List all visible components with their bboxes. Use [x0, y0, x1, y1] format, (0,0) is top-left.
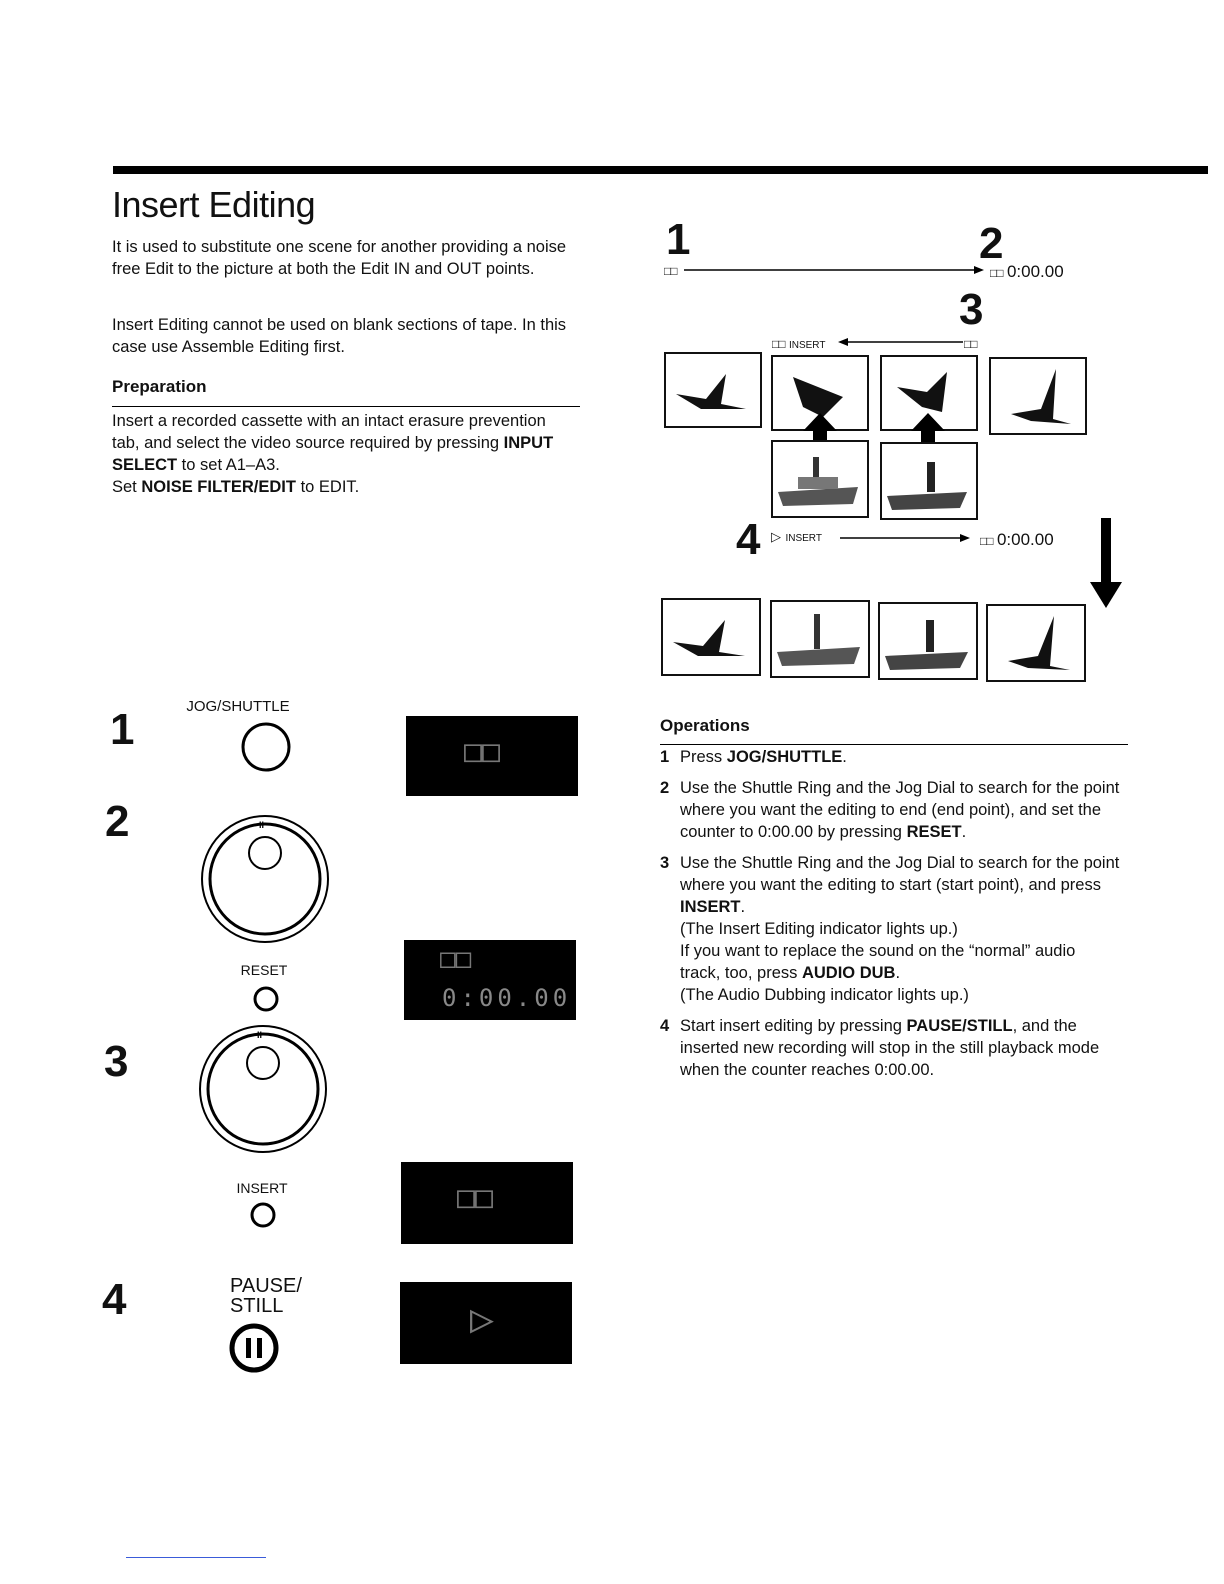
display-3: □□	[401, 1162, 573, 1244]
forward-arrow-1	[684, 264, 989, 276]
diagram-marker-start: □□	[664, 264, 677, 278]
svg-text:II: II	[257, 1030, 263, 1040]
shuttle-ring-dial[interactable]	[198, 812, 332, 946]
pause-still-label: PAUSE/ STILL	[230, 1275, 302, 1317]
operation-step-2: 2 Use the Shuttle Ring and the Jog Dial to search for the point where you want the editing to end (end point), and set the counter to 0:00.00 by pressing RESET.	[660, 779, 1120, 841]
heron-icon	[988, 606, 1084, 680]
diagram-counter-4: □□ 0:00.00	[980, 530, 1054, 549]
intro-paragraph: It is used to substitute one scene for another providing a noise free Edit to the picture at both the Edit IN and OUT points.	[112, 238, 567, 278]
ship-icon	[880, 604, 976, 678]
preparation-text: Insert a recorded cassette with an intact erasure prevention tab, and select the video source required by pressing INPUT SELECT to set A1–A3. Set NOISE FILTER/EDIT to EDIT.	[112, 412, 554, 496]
control-step-4: 4	[102, 1275, 127, 1324]
reset-button[interactable]	[251, 984, 281, 1014]
down-arrow	[1090, 518, 1124, 608]
jog-shuttle-button[interactable]	[239, 720, 293, 774]
forward-arrow-2	[840, 532, 972, 544]
diagram-step-4: 4	[736, 515, 761, 564]
diagram-marker-3: □□	[964, 337, 977, 351]
frame-result-2	[770, 600, 870, 678]
diagram-counter-2: □□ 0:00.00	[990, 262, 1064, 281]
operation-step-4: 4 Start insert editing by pressing PAUSE/STILL, and the inserted new recording will stop in the still playback mode when the counter reaches 0:00.00.	[660, 1017, 1100, 1079]
shuttle-ring-dial-2[interactable]	[196, 1022, 330, 1156]
heron-icon	[666, 354, 760, 426]
heron-icon	[991, 359, 1085, 433]
bottom-rule	[126, 1557, 266, 1558]
diagram-step-3: 3	[959, 285, 984, 334]
display-1: □□	[406, 716, 578, 796]
back-arrow	[838, 336, 963, 348]
ship-icon	[772, 602, 868, 676]
diagram-step-2: 2	[979, 219, 1004, 268]
control-step-3: 3	[104, 1037, 129, 1086]
control-step-2: 2	[105, 797, 130, 846]
diagram-play-insert: ▷ INSERT	[771, 529, 822, 544]
display-2: □□ 0:00.00	[404, 940, 576, 1020]
frame-ship-1	[771, 440, 869, 518]
page-title: Insert Editing	[112, 184, 316, 225]
reset-label: RESET	[240, 962, 288, 978]
operations-heading: Operations	[660, 716, 750, 735]
pause-still-button[interactable]	[226, 1320, 282, 1376]
operations-rule	[660, 744, 1128, 745]
diagram-step-1: 1	[666, 215, 691, 264]
note-paragraph: Insert Editing cannot be used on blank sections of tape. In this case use Assemble Editing first.	[112, 316, 567, 356]
frame-result-3	[878, 602, 978, 680]
diagram-insert-label: □□ INSERT	[772, 337, 826, 351]
control-step-1: 1	[110, 705, 135, 754]
jog-shuttle-label: JOG/SHUTTLE	[186, 698, 290, 715]
operation-step-1: 1 Press JOG/SHUTTLE.	[660, 748, 847, 766]
operations-list	[660, 746, 1120, 1090]
ship-icon	[882, 444, 976, 518]
display-4	[400, 1282, 572, 1364]
ship-icon	[773, 442, 867, 516]
frame-heron-4	[989, 357, 1087, 435]
insert-button[interactable]	[248, 1200, 278, 1230]
frame-result-1	[661, 598, 761, 676]
preparation-rule	[112, 406, 580, 407]
preparation-heading: Preparation	[112, 377, 207, 396]
play-icon: ▷	[470, 1296, 495, 1342]
frame-ship-2	[880, 442, 978, 520]
svg-text:II: II	[259, 820, 265, 830]
insert-label: INSERT	[236, 1180, 288, 1196]
frame-result-4	[986, 604, 1086, 682]
frame-heron-1	[664, 352, 762, 428]
heron-icon	[663, 600, 759, 674]
operation-step-3: 3 Use the Shuttle Ring and the Jog Dial to search for the point where you want the editing to start (start point), and press INSERT. (The Insert Editing indicator lights up.) If you want to replace the sound on the “normal” audio track, too, press AUDIO DUB. (The Audio Dubbing indicator lights up.)	[660, 854, 1120, 1004]
top-rule	[113, 166, 1208, 174]
